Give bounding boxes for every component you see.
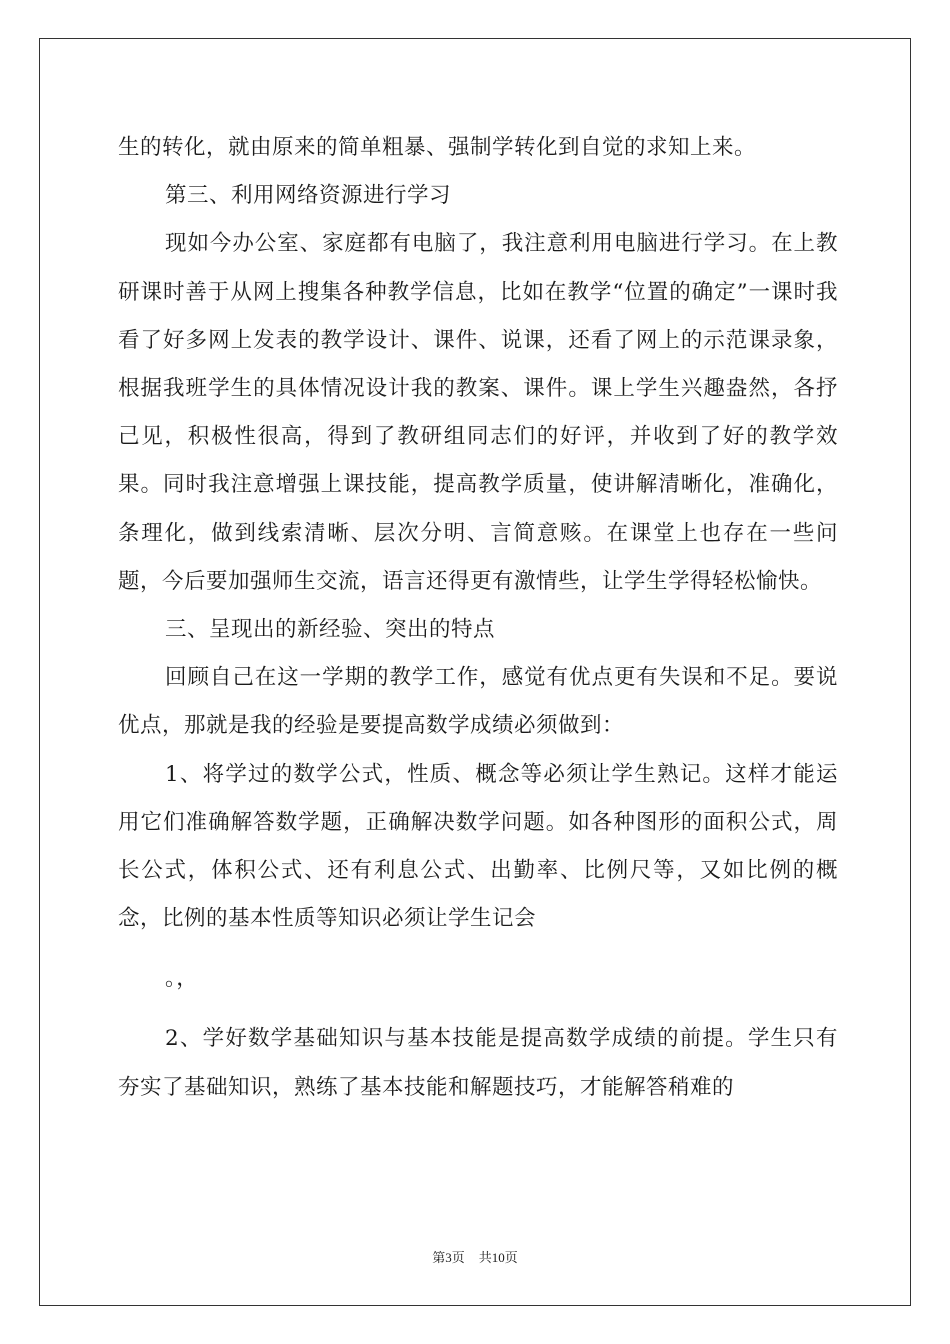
page-total: 共10页 bbox=[478, 1250, 518, 1265]
paragraph-review: 回顾自己在这一学期的教学工作，感觉有优点更有失误和不足。要说优点，那就是我的经验是要提高数学成绩必须做到： bbox=[118, 665, 838, 739]
paragraph-continuation: 生的转化，就由原来的简单粗暴、强制学转化到自觉的求知上来。 bbox=[118, 135, 757, 160]
paragraph-item-1: 1、将学过的数学公式，性质、概念等必须让学生熟记。这样才能运用它们准确解答数学题，正确解决数学问题。如各种图形的面积公式，周长公式，体积公式、还有利息公式、出勤率、比例尺等，又如比例的概念，比例的基本性质等知识必须让学生记会 bbox=[118, 761, 838, 932]
paragraph-computer-learning: 现如今办公室、家庭都有电脑了，我注意利用电脑进行学习。在上教研课时善于从网上搜集各种教学信息，比如在教学“位置的确定”一课时我看了好多网上发表的教学设计、课件、说课，还看了网上的示范课录象，根据我班学生的具体情况设计我的教案、课件。课上学生兴趣盎然，各抒己见，积极性很高，得到了教研组同志们的好评，并收到了好的教学效果。同时我注意增强上课技能，提高教学质量，使讲解清晰化，准确化，条理化，做到线索清晰、层次分明、言简意赅。在课堂上也存在一些问题，今后要加强师生交流，语言还得更有激情些，让学生学得轻松愉快。 bbox=[118, 231, 838, 594]
heading-network-learning: 第三、利用网络资源进行学习 bbox=[165, 183, 452, 209]
page-number: 第3页 bbox=[432, 1250, 465, 1265]
document-body bbox=[118, 124, 838, 1112]
heading-new-experience: 三、呈现出的新经验、突出的特点 bbox=[165, 617, 496, 643]
paragraph-punctuation: 。， bbox=[165, 966, 199, 992]
paragraph-item-2: 2、学好数学基础知识与基本技能是提高数学成绩的前提。学生只有夯实了基础知识，熟练了基本技能和解题技巧，才能解答稍难的 bbox=[118, 1026, 838, 1100]
page-footer bbox=[0, 1247, 950, 1266]
